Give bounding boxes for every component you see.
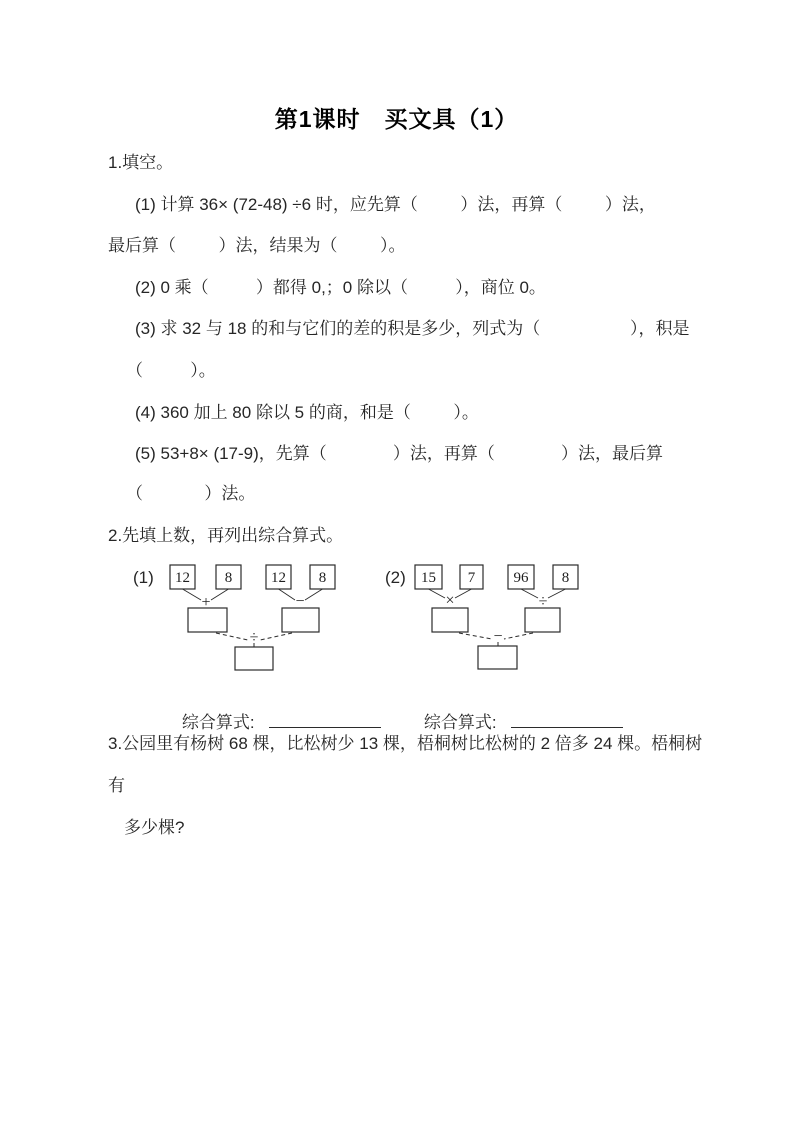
diagram-1-label: (1)	[133, 568, 154, 587]
final-result-box	[478, 646, 517, 669]
number-tree-diagram-2	[413, 563, 583, 675]
dashed-connector-line	[260, 633, 292, 640]
formula-blank-line-1	[269, 713, 381, 728]
number-box-value: 12	[271, 570, 286, 586]
connector-line	[521, 589, 538, 598]
divide-operator: ÷	[538, 593, 548, 610]
dashed-connector-line	[459, 633, 492, 639]
lesson-title: 第1课时 买文具（1）	[274, 106, 519, 132]
divide-operator: ÷	[249, 629, 259, 646]
number-box-value: 8	[561, 570, 570, 586]
result-box	[525, 608, 560, 632]
question-2-heading: 2.先填上数，再列出综合算式。	[108, 526, 344, 545]
question-3-line-2: 有	[108, 776, 125, 795]
number-box-value: 96	[513, 570, 529, 586]
formula-label-2: 综合算式:	[423, 713, 497, 732]
question-1-item-4: (4) 360 加上 80 除以 5 的商，和是（ ）。	[135, 403, 479, 422]
connector-line	[548, 589, 566, 598]
plus-operator: +	[201, 594, 211, 611]
number-box-value: 12	[175, 570, 190, 586]
multiply-operator: ×	[445, 592, 455, 609]
number-box-value: 7	[467, 570, 476, 586]
question-3-line-1: 3.公园里有杨树 68 棵，比松树少 13 棵，梧桐树比松树的 2 倍多 24 棵。梧桐树	[108, 734, 703, 753]
number-tree-diagram-1	[168, 563, 340, 675]
result-box	[282, 608, 319, 632]
final-result-box	[235, 647, 273, 670]
question-1-item-1-line-1: (1) 计算 36× (72-48) ÷6 时，应先算（ ）法，再算（ ）法，	[135, 195, 656, 214]
formula-blank-line-2	[511, 713, 623, 728]
diagram-2-label: (2)	[385, 568, 406, 587]
connector-line	[183, 589, 202, 600]
connector-line	[279, 589, 296, 600]
number-box-value: 15	[421, 570, 436, 586]
question-1-item-2: (2) 0 乘（ ）都得 0,；0 除以（ ），商位 0。	[135, 278, 546, 297]
connector-line	[429, 589, 446, 598]
question-3-line-3: 多少棵?	[124, 818, 185, 837]
result-box	[188, 608, 227, 632]
question-1-item-5-line-2: （ ）法。	[126, 484, 256, 503]
question-1-item-3-line-1: (3) 求 32 与 18 的和与它们的差的积是多少，列式为（ ），积是	[135, 319, 690, 338]
question-1-item-1-line-2: 最后算（ ）法，结果为（ ）。	[108, 236, 406, 255]
dashed-connector-line	[504, 633, 533, 639]
result-box	[432, 608, 468, 632]
connector-line	[211, 589, 229, 600]
question-1-item-3-line-2: （ ）。	[126, 361, 216, 380]
connector-line	[305, 589, 323, 600]
number-box-value: 8	[318, 570, 327, 586]
minus-operator: −	[295, 593, 305, 610]
question-1-heading: 1.填空。	[108, 153, 174, 172]
connector-line	[455, 589, 472, 598]
minus-operator: −	[493, 628, 503, 645]
formula-label-1: 综合算式:	[181, 713, 255, 732]
question-1-item-5-line-1: (5) 53+8× (17-9)，先算（ ）法，再算（ ）法，最后算	[135, 444, 664, 463]
number-box-value: 8	[224, 570, 233, 586]
dashed-connector-line	[216, 633, 248, 640]
